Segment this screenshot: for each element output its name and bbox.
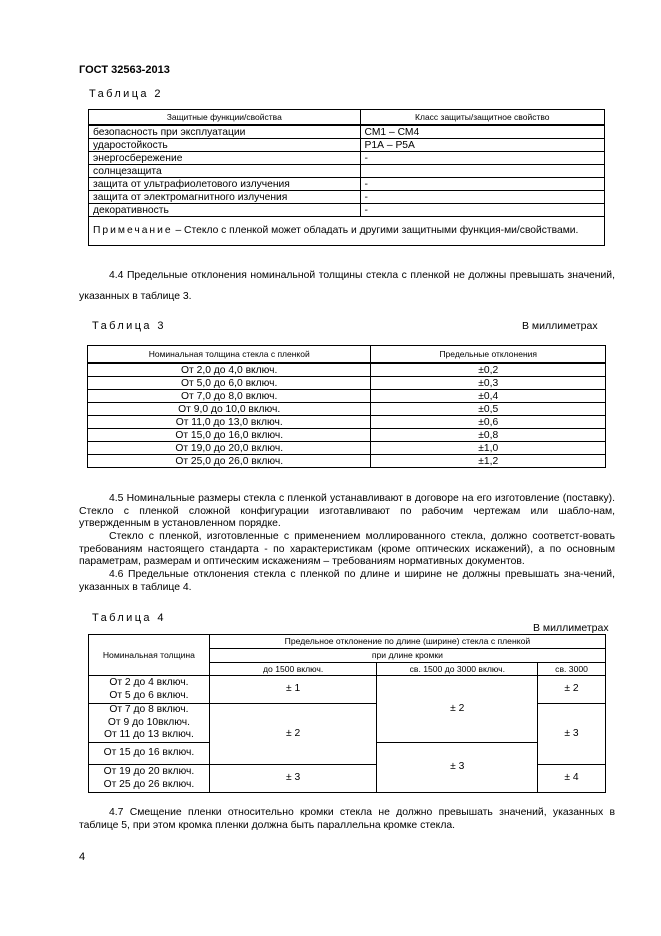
cell-line: От 19 до 20 включ. bbox=[103, 766, 195, 777]
table-cell: От 25,0 до 26,0 включ. bbox=[88, 455, 371, 468]
table-cell: От 7,0 до 8,0 включ. bbox=[88, 390, 371, 403]
table-row bbox=[88, 377, 606, 390]
table-cell: декоративность bbox=[89, 204, 361, 217]
table-cell: ± 2 bbox=[209, 704, 377, 765]
paragraph-text: 4.7 Смещение пленки относительно кромки стекла не должно превышать значений, указанных в таблице 5, при этом кромка пленки должна быть параллельна кромке стекла. bbox=[79, 807, 615, 831]
table2-note bbox=[89, 217, 605, 246]
table-cell: Р1А – Р5А bbox=[360, 139, 604, 152]
note-label: Примечание bbox=[93, 225, 173, 236]
table-cell: От 11,0 до 13,0 включ. bbox=[88, 416, 371, 429]
table-cell: солнцезащита bbox=[89, 165, 361, 178]
table-cell: ±0,3 bbox=[371, 377, 606, 390]
table-cell: энергосбережение bbox=[89, 152, 361, 165]
table-cell: ± 2 bbox=[538, 676, 606, 704]
table2 bbox=[88, 109, 605, 246]
table3-caption: Таблица 3 bbox=[92, 320, 166, 332]
table4-col-group: Предельное отклонение по длине (ширине) стекла с пленкой bbox=[209, 635, 605, 649]
table4 bbox=[88, 634, 606, 793]
table-cell: ±1,0 bbox=[371, 442, 606, 455]
table-cell: - bbox=[360, 178, 604, 191]
table-cell: ±0,6 bbox=[371, 416, 606, 429]
paragraph-4-5 bbox=[79, 493, 615, 531]
table-cell: защита от электромагнитного излучения bbox=[89, 191, 361, 204]
table2-header-row bbox=[89, 110, 605, 126]
note-text: – Стекло с пленкой может обладать и другими защитными функция-ми/свойствами. bbox=[172, 225, 579, 236]
table-cell: ± 3 bbox=[377, 743, 538, 793]
table-cell: - bbox=[360, 204, 604, 217]
table4-col-b: св. 1500 до 3000 включ. bbox=[377, 662, 538, 676]
table-row bbox=[88, 363, 606, 377]
paragraph-text: 4.4 Предельные отклонения номинальной толщины стекла с пленкой не должны превышать значений, указанных в таблице 3. bbox=[79, 270, 615, 302]
table-cell: ±0,5 bbox=[371, 403, 606, 416]
table-cell: ± 2 bbox=[377, 676, 538, 743]
table-cell bbox=[89, 765, 210, 793]
table-row bbox=[89, 204, 605, 217]
table-cell: защита от ультрафиолетового излучения bbox=[89, 178, 361, 191]
table-row bbox=[89, 165, 605, 178]
table-cell: ± 1 bbox=[209, 676, 377, 704]
table-cell bbox=[89, 676, 210, 704]
table3-unit: В миллиметрах bbox=[522, 320, 598, 332]
table-row bbox=[89, 125, 605, 139]
table-row bbox=[89, 676, 606, 704]
table-cell: От 5,0 до 6,0 включ. bbox=[88, 377, 371, 390]
page-number: 4 bbox=[79, 851, 86, 863]
table2-col-functions: Защитные функции/свойства bbox=[89, 110, 361, 126]
table3-col-deviation: Предельные отклонения bbox=[371, 346, 606, 364]
table4-col-c: св. 3000 bbox=[538, 662, 606, 676]
cell-line: От 5 до 6 включ. bbox=[109, 689, 189, 701]
table-cell: От 19,0 до 20,0 включ. bbox=[88, 442, 371, 455]
table-row bbox=[88, 390, 606, 403]
table-cell bbox=[360, 165, 604, 178]
table-row bbox=[89, 178, 605, 191]
cell-line: От 2 до 4 включ. bbox=[109, 677, 189, 688]
table4-header-row bbox=[89, 635, 606, 649]
table3-col-thickness: Номинальная толщина стекла с пленкой bbox=[88, 346, 371, 364]
paragraph-4-7 bbox=[79, 807, 615, 832]
table-row bbox=[88, 442, 606, 455]
table2-note-row bbox=[89, 217, 605, 246]
cell-line: От 25 до 26 включ. bbox=[103, 778, 195, 790]
table-cell: СМ1 – СМ4 bbox=[360, 125, 604, 139]
table4-col-nominal: Номинальная толщина bbox=[89, 635, 210, 676]
table4-unit: В миллиметрах bbox=[533, 622, 609, 634]
table-cell: ± 3 bbox=[209, 765, 377, 793]
table-cell: ±0,8 bbox=[371, 429, 606, 442]
cell-line: От 11 до 13 включ. bbox=[103, 729, 194, 741]
table3-header-row bbox=[88, 346, 606, 364]
table-row bbox=[88, 403, 606, 416]
table-row bbox=[89, 152, 605, 165]
table-row bbox=[89, 191, 605, 204]
table-cell: ±0,4 bbox=[371, 390, 606, 403]
paragraph-4-5-molded bbox=[79, 531, 615, 569]
table4-caption: Таблица 4 bbox=[92, 612, 166, 624]
paragraph-text: 4.6 Предельные отклонения стекла с пленкой по длине и ширине не должны превышать зна-чений, указанных в таблице 4. bbox=[79, 569, 615, 593]
table-row bbox=[89, 139, 605, 152]
table-cell: ударостойкость bbox=[89, 139, 361, 152]
table-cell: От 15,0 до 16,0 включ. bbox=[88, 429, 371, 442]
table2-col-class: Класс защиты/защитное свойство bbox=[360, 110, 604, 126]
table2-caption: Таблица 2 bbox=[89, 88, 163, 100]
table-cell: ± 4 bbox=[538, 765, 606, 793]
cell-line: От 9 до 10включ. bbox=[107, 716, 190, 728]
table-cell: ±0,2 bbox=[371, 363, 606, 377]
table-row bbox=[88, 416, 606, 429]
table-cell: От 15 до 16 включ. bbox=[89, 743, 210, 765]
table-cell bbox=[89, 704, 210, 743]
table-row bbox=[88, 429, 606, 442]
table-cell: От 9,0 до 10,0 включ. bbox=[88, 403, 371, 416]
cell-line: От 7 до 8 включ. bbox=[109, 704, 189, 716]
table-cell: ±1,2 bbox=[371, 455, 606, 468]
paragraph-4-4 bbox=[79, 265, 615, 307]
table3 bbox=[87, 345, 606, 468]
table-cell: ± 3 bbox=[538, 704, 606, 765]
table-cell: - bbox=[360, 191, 604, 204]
table-row bbox=[88, 455, 606, 468]
table-cell: - bbox=[360, 152, 604, 165]
document-header: ГОСТ 32563-2013 bbox=[79, 64, 170, 76]
paragraph-text: 4.5 Номинальные размеры стекла с пленкой устанавливают в договоре на его изготовление (поставку). Стекло с пленкой сложной конфигурации изготавливают по рабочим чертежам или шабло-нам, утвержденным в установленном порядке. bbox=[79, 493, 615, 530]
paragraph-4-6 bbox=[79, 569, 615, 594]
table-cell: безопасность при эксплуатации bbox=[89, 125, 361, 139]
table4-col-subgroup: при длине кромки bbox=[209, 649, 605, 663]
table4-col-a: до 1500 включ. bbox=[209, 662, 377, 676]
paragraph-text: Стекло с пленкой, изготовленные с применением моллированного стекла, должно соответст-вовать требованиям настоящего стандарта - по характеристикам (кроме оптических искажений), а по основным параметрам, размерам и оптическим искажениям – требованиям нормативных документов. bbox=[79, 531, 615, 568]
table-cell: От 2,0 до 4,0 включ. bbox=[88, 363, 371, 377]
